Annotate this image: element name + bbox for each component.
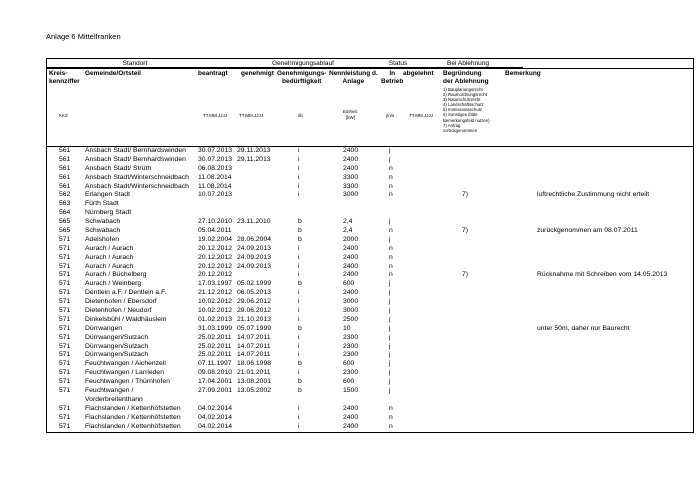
cell-status: n [389,253,393,261]
table-row [47,165,693,174]
table-row [47,200,693,209]
cell-gemeinde: Aurach / Büchelberg [85,271,147,279]
cell-status: n [389,404,393,412]
table-row [47,191,693,200]
cell-beantragt: 11.08.2014 [198,182,232,190]
cell-status: j [389,351,391,359]
cell-status: j [389,289,391,297]
cell-status: j [389,315,391,323]
cell-kkz: 565 [59,227,71,235]
cell-kkz: 571 [59,333,71,341]
cell-bemerkung: unter 50m, daher nur Baurecht [537,324,630,332]
table-row [47,263,693,272]
cell-status: n [389,227,393,235]
cell-gemeinde: Vorderbreitenthann [85,395,143,403]
cell-kkz: 563 [59,200,71,208]
cell-nennleistung: 2400 [343,271,359,279]
cell-status: n [389,244,393,252]
cell-beantragt: 10.02.2012 [198,298,233,306]
cell-beduerftigkeit: i [298,315,300,323]
cell-status: j [389,155,391,163]
cell-beantragt: 04.02.2014 [198,422,233,430]
cell-nennleistung: 2400 [343,289,359,297]
cell-beantragt: 19.02.2004 [198,235,233,243]
cell-nennleistung: 2400 [343,404,359,412]
cell-gemeinde: Ansbach Stadt/ Strüth [85,164,152,172]
cell-status: j [389,235,391,243]
table-row [47,369,693,378]
cell-kkz: 571 [59,387,71,395]
cell-nennleistung: 2400 [343,253,359,261]
cell-nennleistung: 2400 [343,147,359,154]
cell-gemeinde: Schwabach [85,227,121,235]
cell-status: j [389,387,391,395]
cell-kkz: 561 [59,173,71,181]
cell-kkz: 571 [59,253,71,261]
cell-beantragt: 20.12.2012 [198,271,233,279]
table-row [47,209,693,218]
table-row [47,147,693,156]
cell-beduerftigkeit: b [298,360,302,368]
cell-beduerftigkeit: i [298,404,300,412]
fmt-beduerftigkeit: i/b [298,113,303,118]
cell-kkz: 571 [59,404,71,412]
cell-begruendung: 7) [462,191,469,199]
cell-status: j [389,298,391,306]
cell-beduerftigkeit: i [298,271,300,279]
cell-bemerkung: luftrechtliche Zustimmung nicht erteilt [537,191,650,199]
cell-genehmigt: 28.06.2004 [237,235,272,243]
cell-status: n [389,271,393,279]
cell-kkz: 571 [59,342,71,350]
cell-status: j [389,324,391,332]
cell-begruendung: 7) [462,227,469,235]
cell-status: j [389,378,391,386]
cell-gemeinde: Ansbach Stadt/ Bernhardswinden [85,147,186,154]
cell-beduerftigkeit: i [298,413,300,421]
table-row [47,316,693,325]
table-row [47,396,693,405]
cell-beduerftigkeit: i [298,342,300,350]
table-row [47,280,693,289]
cell-beduerftigkeit: i [298,289,300,297]
table-row [47,378,693,387]
group-genehmigungsablauf: Genehmigungsablauf [223,59,383,68]
cell-status: n [389,413,393,421]
cell-beantragt: 01.02.2013 [198,315,233,323]
cell-beduerftigkeit: i [298,298,300,306]
cell-gemeinde: Dürrwangen/Sulzach [85,333,149,341]
cell-genehmigt: 24.09.2013 [237,244,272,252]
cell-status: j [389,280,391,288]
group-bei-ablehnung: Bei Ablehnung [413,59,523,68]
cell-gemeinde: Ansbach Stadt/Winterschneidbach [85,182,189,190]
cell-beduerftigkeit: i [298,253,300,261]
cell-gemeinde: Nürnberg Stadt [85,209,132,217]
cell-genehmigt: 23.11.2010 [237,218,271,226]
cell-genehmigt: 29.06.2012 [237,307,272,315]
document-title: Anlage 6 Mittelfranken [46,32,121,41]
cell-genehmigt: 14.07.2011 [237,342,271,350]
cell-gemeinde: Aurach / Aurach [85,262,134,270]
col-beduerftigkeit: Genehmigungs- bedürftigkeit [277,70,327,85]
cell-beantragt: 25.02.2011 [198,351,232,359]
col-begruendung: Begründung der Ablehnung [443,70,489,85]
cell-beantragt: 20.12.2012 [198,244,233,252]
col-beantragt: beantragt [198,70,228,77]
cell-gemeinde: Ansbach Stadt/ Bernhardswinden [85,155,186,163]
cell-status: n [389,422,393,430]
fmt-abgelehnt: TT.MM.JJJJ [409,113,433,118]
cell-genehmigt: 24.09.2013 [237,253,272,261]
table-row [47,325,693,334]
genehmigungs-table [46,58,694,433]
cell-beduerftigkeit: b [298,378,302,386]
cell-bemerkung: zurückgenommen am 08.07.2011 [537,227,638,235]
cell-beduerftigkeit: i [298,182,300,190]
cell-kkz: 571 [59,298,71,306]
cell-nennleistung: 3000 [343,191,359,199]
cell-kkz: 571 [59,413,71,421]
cell-gemeinde: Aurach / Aurach [85,253,134,261]
table-row [47,414,693,423]
cell-nennleistung: 2000 [343,235,359,243]
cell-nennleistung: 3000 [343,307,359,315]
cell-beantragt: 30.07.2013 [198,147,233,154]
col-kreiskennziffer: Kreis- kennziffer [49,70,80,85]
table-row [47,334,693,343]
table-row [47,298,693,307]
cell-genehmigt: 18.06.1998 [237,360,272,368]
col-bemerkung: Bemerkung [505,70,541,77]
cell-kkz: 571 [59,262,71,270]
cell-kkz: 562 [59,191,71,199]
table-row [47,423,693,432]
cell-nennleistung: 3000 [343,298,359,306]
cell-status: n [389,182,393,190]
cell-status: j [389,369,391,377]
cell-genehmigt: 05.02.1999 [237,280,272,288]
cell-status: n [389,164,393,172]
cell-beduerftigkeit: i [298,191,300,199]
cell-gemeinde: Ansbach Stadt/Winterschneidbach [85,173,189,181]
cell-nennleistung: 10 [343,324,351,332]
cell-gemeinde: Dürrwangen/Sulzach [85,342,149,350]
fmt-status: j/n/s [386,113,395,118]
fmt-genehmigt: TT.MM.JJJJ [239,113,263,118]
cell-gemeinde: Feuchtwangen / Aichenzell [85,360,166,368]
cell-gemeinde: Feuchtwangen / Larrieden [85,369,164,377]
col-gemeinde: Gemeinde/Ortsteil [85,70,141,77]
cell-status: j [389,342,391,350]
cell-gemeinde: Adelshofen [85,235,120,243]
cell-nennleistung: 600 [343,378,355,386]
cell-kkz: 571 [59,244,71,252]
cell-beantragt: 07.11.1997 [198,360,232,368]
cell-gemeinde: Aurach / Aurach [85,244,134,252]
cell-beantragt: 10.07.2013 [198,191,233,199]
cell-gemeinde: Fürth Stadt [85,200,119,208]
table-row [47,227,693,236]
cell-genehmigt: 14.07.2011 [237,333,271,341]
col-genehmigt: genehmigt [241,70,274,77]
cell-genehmigt: 06.05.2013 [237,289,272,297]
cell-beantragt: 04.02.2014 [198,404,233,412]
cell-nennleistung: 2400 [343,244,359,252]
cell-gemeinde: Flachslanden / Kettenhöfstetten [85,404,181,412]
cell-kkz: 571 [59,307,71,315]
cell-beduerftigkeit: i [298,307,300,315]
cell-nennleistung: 2,4 [343,227,353,235]
table-row [47,271,693,280]
cell-gemeinde: Feuchtwangen / Thürnhofen [85,378,170,386]
cell-kkz: 571 [59,289,71,297]
cell-status: n [389,191,393,199]
cell-kkz: 561 [59,147,71,154]
ablehnung-codes: 1) Bauplanungsrecht 2) Raumordnungsrecht 3) Naturschutzrecht 4) Landschaftsschutz 5) Immissionsschutz 6) Sonstiges (bitte Bemerkungsfeld nutzen) 7) Antrag zurückgenommen [443,87,490,133]
cell-genehmigt: 21.10.2013 [237,315,272,323]
cell-beantragt: 09.08.2010 [198,369,233,377]
cell-beduerftigkeit: i [298,369,300,377]
cell-beduerftigkeit: i [298,173,300,181]
cell-beantragt: 11.08.2014 [198,173,232,181]
group-standort: Standort [47,59,223,68]
cell-gemeinde: Erlangen Stadt [85,191,130,199]
cell-gemeinde: Flachslanden / Kettenhöfstetten [85,413,181,421]
cell-gemeinde: Dinkelsbühl / Waldhäuslein [85,315,167,323]
cell-genehmigt: 29.11.2013 [237,147,271,154]
cell-kkz: 561 [59,182,71,190]
cell-nennleistung: 2,4 [343,218,353,226]
cell-beduerftigkeit: b [298,387,302,395]
cell-genehmigt: 05.07.1999 [237,324,272,332]
cell-beduerftigkeit: i [298,155,300,163]
cell-beantragt: 06.08.2013 [198,164,233,172]
cell-nennleistung: 2300 [343,333,359,341]
cell-kkz: 571 [59,351,71,359]
table-row [47,254,693,263]
cell-genehmigt: 13.05.2002 [237,387,272,395]
cell-genehmigt: 29.11.2013 [237,155,271,163]
table-row [47,351,693,360]
table-row [47,236,693,245]
cell-nennleistung: 2400 [343,155,359,163]
cell-nennleistung: 2400 [343,164,359,172]
table-row [47,343,693,352]
cell-beantragt: 27.09.2001 [198,387,233,395]
cell-beantragt: 10.02.2012 [198,307,233,315]
cell-beantragt: 17.03.1997 [198,280,233,288]
cell-genehmigt: 13.08.2001 [237,378,272,386]
cell-beduerftigkeit: b [298,235,302,243]
cell-kkz: 571 [59,271,71,279]
cell-genehmigt: 14.07.2011 [237,351,271,359]
cell-nennleistung: 1500 [343,387,359,395]
cell-kkz: 571 [59,315,71,323]
cell-begruendung: 7) [462,271,469,279]
fmt-nennleistung: Einheit: [kW] [343,109,359,120]
cell-genehmigt: 29.06.2012 [237,298,272,306]
cell-nennleistung: 600 [343,280,355,288]
cell-gemeinde: Dietenhofen / Neudorf [85,307,152,315]
table-row [47,218,693,227]
cell-kkz: 571 [59,422,71,430]
table-header [47,59,693,147]
cell-gemeinde: Schwabach [85,218,121,226]
cell-gemeinde: Dürrwangen/Sulzach [85,351,149,359]
cell-kkz: 571 [59,378,71,386]
cell-beantragt: 20.12.2012 [198,262,233,270]
cell-nennleistung: 2300 [343,369,359,377]
cell-status: j [389,333,391,341]
cell-nennleistung: 2400 [343,413,359,421]
col-in-betrieb: In Betrieb [381,70,404,85]
cell-nennleistung: 2300 [343,342,359,350]
cell-beantragt: 25.02.2011 [198,333,232,341]
cell-kkz: 571 [59,235,71,243]
table-row [47,156,693,165]
cell-beantragt: 30.07.2013 [198,155,233,163]
cell-kkz: 571 [59,324,71,332]
cell-gemeinde: Flachslanden / Kettenhöfstetten [85,422,181,430]
cell-gemeinde: Feuchtwangen / [85,387,134,395]
cell-beduerftigkeit: i [298,164,300,172]
cell-beduerftigkeit: b [298,324,302,332]
group-status: Status [383,59,413,68]
cell-gemeinde: Dietenhofen / Ebersdorf [85,298,157,306]
cell-beantragt: 17.04.2001 [198,378,233,386]
cell-nennleistung: 2300 [343,351,359,359]
cell-beantragt: 20.12.2012 [198,253,233,261]
cell-nennleistung: 3300 [343,173,359,181]
cell-kkz: 565 [59,218,71,226]
table-row [47,183,693,192]
cell-beduerftigkeit: i [298,333,300,341]
table-row [47,245,693,254]
table-row [47,405,693,414]
cell-gemeinde: Dürrwangen [85,324,123,332]
cell-status: j [389,147,391,154]
cell-gemeinde: Aurach / Weinberg [85,280,142,288]
cell-beantragt: 21.12.2012 [198,289,233,297]
cell-bemerkung: Rücknahme mit Schreiben vom 14.05.2013 [537,271,668,279]
cell-kkz: 564 [59,209,71,217]
cell-genehmigt: 24.09.2013 [237,262,272,270]
cell-kkz: 571 [59,360,71,368]
cell-status: j [389,218,391,226]
cell-beantragt: 05.04.2011 [198,227,232,235]
cell-nennleistung: 3300 [343,182,359,190]
cell-gemeinde: Dentlein a.F. / Dentlein a.F. [85,289,167,297]
cell-nennleistung: 2400 [343,262,359,270]
cell-beantragt: 31.03.1999 [198,324,233,332]
cell-beduerftigkeit: b [298,280,302,288]
table-row [47,387,693,396]
cell-beduerftigkeit: i [298,351,300,359]
fmt-kkz: KKZ [59,113,68,118]
cell-genehmigt: 21.01.2011 [237,369,271,377]
cell-beduerftigkeit: i [298,147,300,154]
fmt-beantragt: TT.MM.JJJJ [203,113,227,118]
table-body [47,147,693,432]
table-row [47,289,693,298]
cell-status: j [389,360,391,368]
cell-status: n [389,173,393,181]
cell-beantragt: 25.02.2011 [198,342,232,350]
table-row [47,307,693,316]
table-row [47,360,693,369]
cell-beantragt: 27.10.2010 [198,218,233,226]
cell-beduerftigkeit: i [298,244,300,252]
cell-beduerftigkeit: i [298,262,300,270]
cell-kkz: 561 [59,155,71,163]
cell-beduerftigkeit: b [298,227,302,235]
cell-beduerftigkeit: b [298,218,302,226]
cell-beduerftigkeit: i [298,422,300,430]
cell-nennleistung: 2500 [343,315,359,323]
cell-kkz: 561 [59,164,71,172]
cell-kkz: 571 [59,369,71,377]
cell-nennleistung: 600 [343,360,355,368]
cell-status: j [389,307,391,315]
table-row [47,174,693,183]
cell-status: n [389,262,393,270]
cell-nennleistung: 2400 [343,422,359,430]
cell-beantragt: 04.02.2014 [198,413,233,421]
col-nennleistung: Nennleistung d. Anlage [329,70,378,85]
col-abgelehnt: abgelehnt [403,70,434,77]
cell-kkz: 571 [59,280,71,288]
